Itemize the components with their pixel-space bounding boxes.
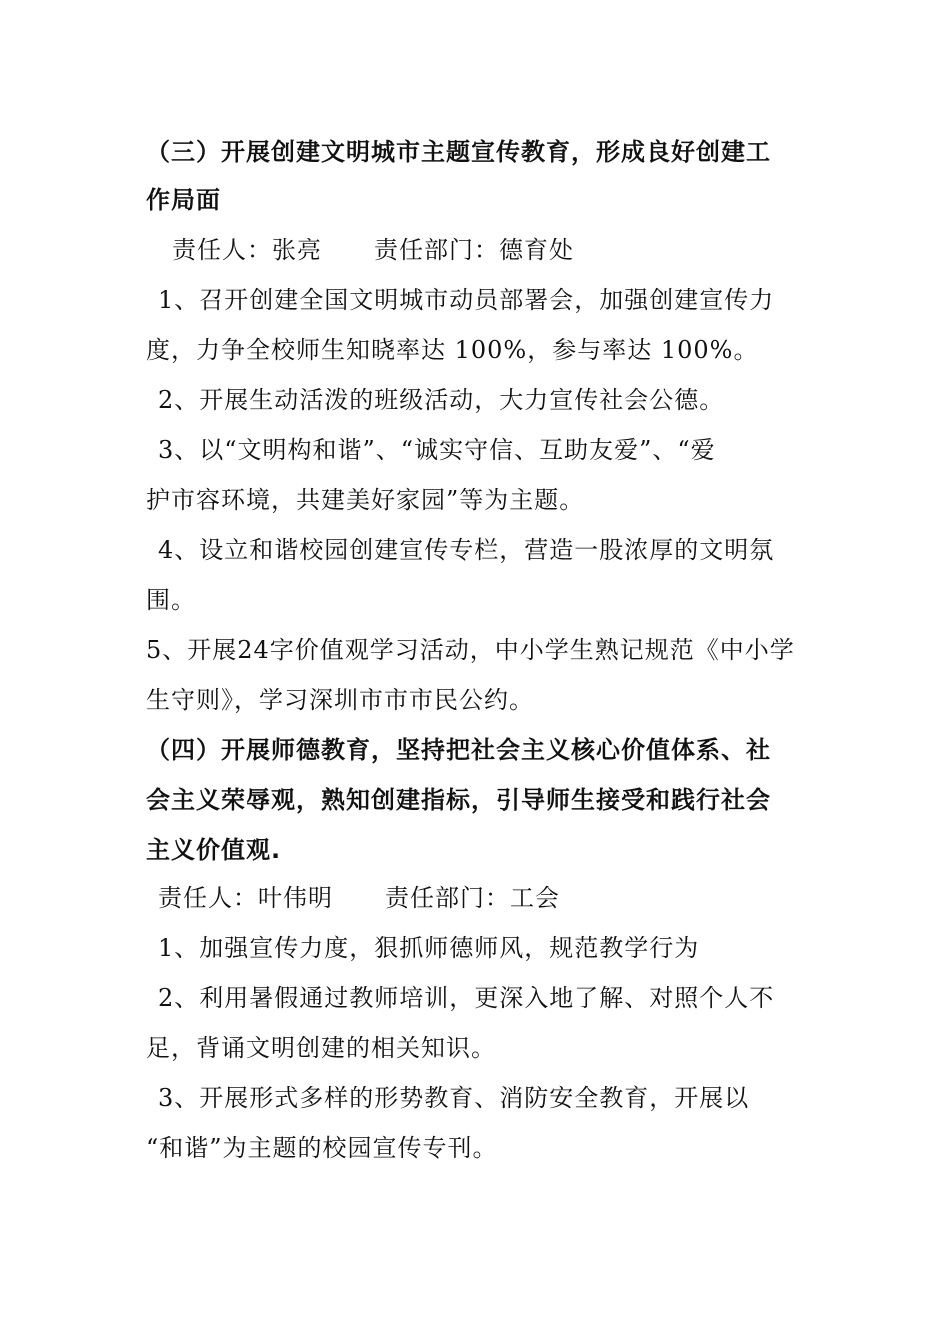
section-4-item-3-line-2: “和谐”为主题的校园宣传专刊。 [146, 1134, 498, 1162]
section-4-title-line-2: 会主义荣辱观，熟知创建指标，引导师生接受和践行社会 [146, 786, 771, 814]
section-3-title-line-2: 作局面 [146, 186, 221, 214]
section-3-responsible-person: 责任人：张亮 [172, 236, 322, 264]
section-3-item-5-line-2: 生守则》，学习深圳市市市民公约。 [146, 686, 534, 714]
section-4-title-line-1: （四）开展师德教育，坚持把社会主义核心价值体系、社 [146, 736, 771, 764]
section-3-item-4-line-2: 围。 [146, 586, 196, 614]
section-3-item-4-line-1: 4、设立和谐校园创建宣传专栏，营造一股浓厚的文明氛 [158, 536, 775, 564]
section-3-responsible-department: 责任部门：德育处 [374, 236, 574, 264]
section-4-title-line-3: 主义价值观. [146, 836, 282, 864]
section-3-title-line-1: （三）开展创建文明城市主题宣传教育，形成良好创建工 [146, 138, 771, 166]
section-4-responsible-department: 责任部门：工会 [385, 884, 560, 912]
section-3-item-2-line-1: 2、开展生动活泼的班级活动，大力宣传社会公德。 [158, 386, 725, 414]
section-4-responsible-person: 责任人：叶伟明 [158, 884, 333, 912]
section-4-item-3-line-1: 3、开展形式多样的形势教育、消防安全教育，开展以 [158, 1084, 750, 1112]
section-3-item-1-line-1: 1、召开创建全国文明城市动员部署会，加强创建宣传力 [158, 286, 775, 314]
section-3-item-3-line-2: 护市容环境，共建美好家园”等为主题。 [146, 486, 585, 514]
section-4-item-2-line-1: 2、利用暑假通过教师培训，更深入地了解、对照个人不 [158, 984, 775, 1012]
section-4-item-2-line-2: 足，背诵文明创建的相关知识。 [146, 1034, 496, 1062]
section-3-item-3-line-1: 3、以“文明构和谐”、“诚实守信、互助友爱”、“爱 [158, 436, 716, 464]
section-3-item-5-line-1: 5、开展24字价值观学习活动，中小学生熟记规范《中小学 [146, 636, 795, 664]
section-4-responsibility [158, 882, 560, 914]
section-3-responsibility [172, 234, 574, 266]
section-3-item-1-line-2: 度，力争全校师生知晓率达 100%，参与率达 100%。 [146, 336, 759, 364]
section-4-item-1-line-1: 1、加强宣传力度，狠抓师德师风，规范教学行为 [158, 934, 700, 962]
